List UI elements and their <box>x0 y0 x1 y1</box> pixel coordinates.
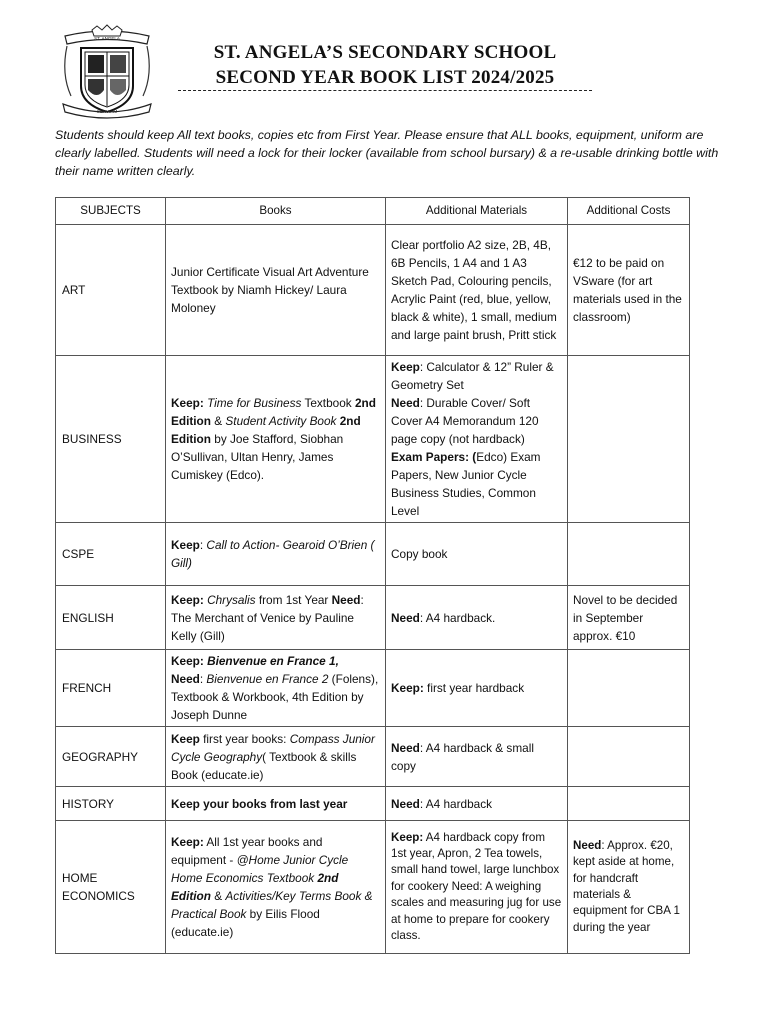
title-divider <box>178 90 592 91</box>
title-line-2: SECOND YEAR BOOK LIST 2024/2025 <box>215 67 555 88</box>
table-row-art <box>56 225 690 356</box>
materials-business: Keep: Calculator & 12” Ruler & Geometry Set Need: Durable Cover/ Soft Cover A4 Memorandum 120 page copy (not hardback) Exam Papers: (Edco) Exam Papers, New Junior Cycle Business Studies, Common Level <box>386 356 568 523</box>
table-row-cspe <box>56 523 690 586</box>
table-row-english <box>56 586 690 650</box>
header-costs: Additional Costs <box>568 198 690 225</box>
costs-english: Novel to be decided in September approx. €10 <box>568 586 690 650</box>
subject-home-economics: HOME ECONOMICS <box>56 821 166 954</box>
header-books: Books <box>166 198 386 225</box>
intro-paragraph: Students should keep All text books, copies etc from First Year. Please ensure that ALL books, equipment, uniform are clearly labelled. Students will need a lock for their locker (available from school bursary) & a re-usable drinking bottle with their name written clearly. <box>55 128 719 178</box>
book-list-table <box>55 197 690 954</box>
table-row-business <box>56 356 690 523</box>
header-materials: Additional Materials <box>386 198 568 225</box>
subject-art: ART <box>56 225 166 356</box>
books-art: Junior Certificate Visual Art Adventure Textbook by Niamh Hickey/ Laura Moloney <box>166 225 386 356</box>
school-crest-logo <box>57 24 157 121</box>
subject-cspe: CSPE <box>56 523 166 586</box>
materials-french: Keep: first year hardback <box>386 650 568 727</box>
books-geography: Keep first year books: Compass Junior Cycle Geography( Textbook & skills Book (educate.ie) <box>166 727 386 787</box>
books-english: Keep: Chrysalis from 1st Year Need: The Merchant of Venice by Pauline Kelly (Gill) <box>166 586 386 650</box>
books-business: Keep: Time for Business Textbook 2nd Edition & Student Activity Book 2nd Edition by Joe Stafford, Siobhan O’Sullivan, Ultan Henry, James Cumiskey (Edco). <box>166 356 386 523</box>
costs-french <box>568 650 690 727</box>
books-home-economics: Keep: All 1st year books and equipment - @Home Junior Cycle Home Economics Textbook 2nd Edition & Activities/Key Terms Book & Practical Book by Eilis Flood (educate.ie) <box>166 821 386 954</box>
title-line-1: ST. ANGELA’S SECONDARY SCHOOL <box>213 42 557 63</box>
subject-business: BUSINESS <box>56 356 166 523</box>
page-title <box>160 40 610 90</box>
books-french: Keep: Bienvenue en France 1, Need: Bienvenue en France 2 (Folens), Textbook & Workbook, 4th Edition by Joseph Dunne <box>166 650 386 727</box>
materials-english: Need: A4 hardback. <box>386 586 568 650</box>
subject-history: HISTORY <box>56 787 166 821</box>
books-history: Keep your books from last year <box>166 787 386 821</box>
costs-business <box>568 356 690 523</box>
svg-text:SERVIAM: SERVIAM <box>96 109 118 114</box>
costs-cspe <box>568 523 690 586</box>
costs-home-economics: Need: Approx. €20, kept aside at home, for handcraft materials & equipment for CBA 1 during the year <box>568 821 690 954</box>
table-row-history <box>56 787 690 821</box>
materials-geography: Need: A4 hardback & small copy <box>386 727 568 787</box>
books-cspe: Keep: Call to Action- Gearoid O’Brien ( Gill) <box>166 523 386 586</box>
materials-cspe: Copy book <box>386 523 568 586</box>
subject-geography: GEOGRAPHY <box>56 727 166 787</box>
materials-art: Clear portfolio A2 size, 2B, 4B, 6B Pencils, 1 A4 and 1 A3 Sketch Pad, Colouring pencils, Acrylic Paint (red, blue, yellow, black & white), 1 small, medium and large paint brush, Pritt stick <box>386 225 568 356</box>
table-row-home-economics <box>56 821 690 954</box>
materials-home-economics: Keep: A4 hardback copy from 1st year, Apron, 2 Tea towels, small hand towel, large lunchbox for cookery Need: A weighing scales and measuring jug for use at home to prepare for cookery class. <box>386 821 568 954</box>
costs-history <box>568 787 690 821</box>
table-row-geography <box>56 727 690 787</box>
header-subjects: SUBJECTS <box>56 198 166 225</box>
costs-geography <box>568 727 690 787</box>
subject-english: ENGLISH <box>56 586 166 650</box>
subject-french: FRENCH <box>56 650 166 727</box>
materials-history: Need: A4 hardback <box>386 787 568 821</box>
costs-art: €12 to be paid on VSware (for art materials used in the classroom) <box>568 225 690 356</box>
table-row-french <box>56 650 690 727</box>
svg-text:ST. ANGELA: ST. ANGELA <box>94 36 120 41</box>
table-header-row <box>56 198 690 225</box>
